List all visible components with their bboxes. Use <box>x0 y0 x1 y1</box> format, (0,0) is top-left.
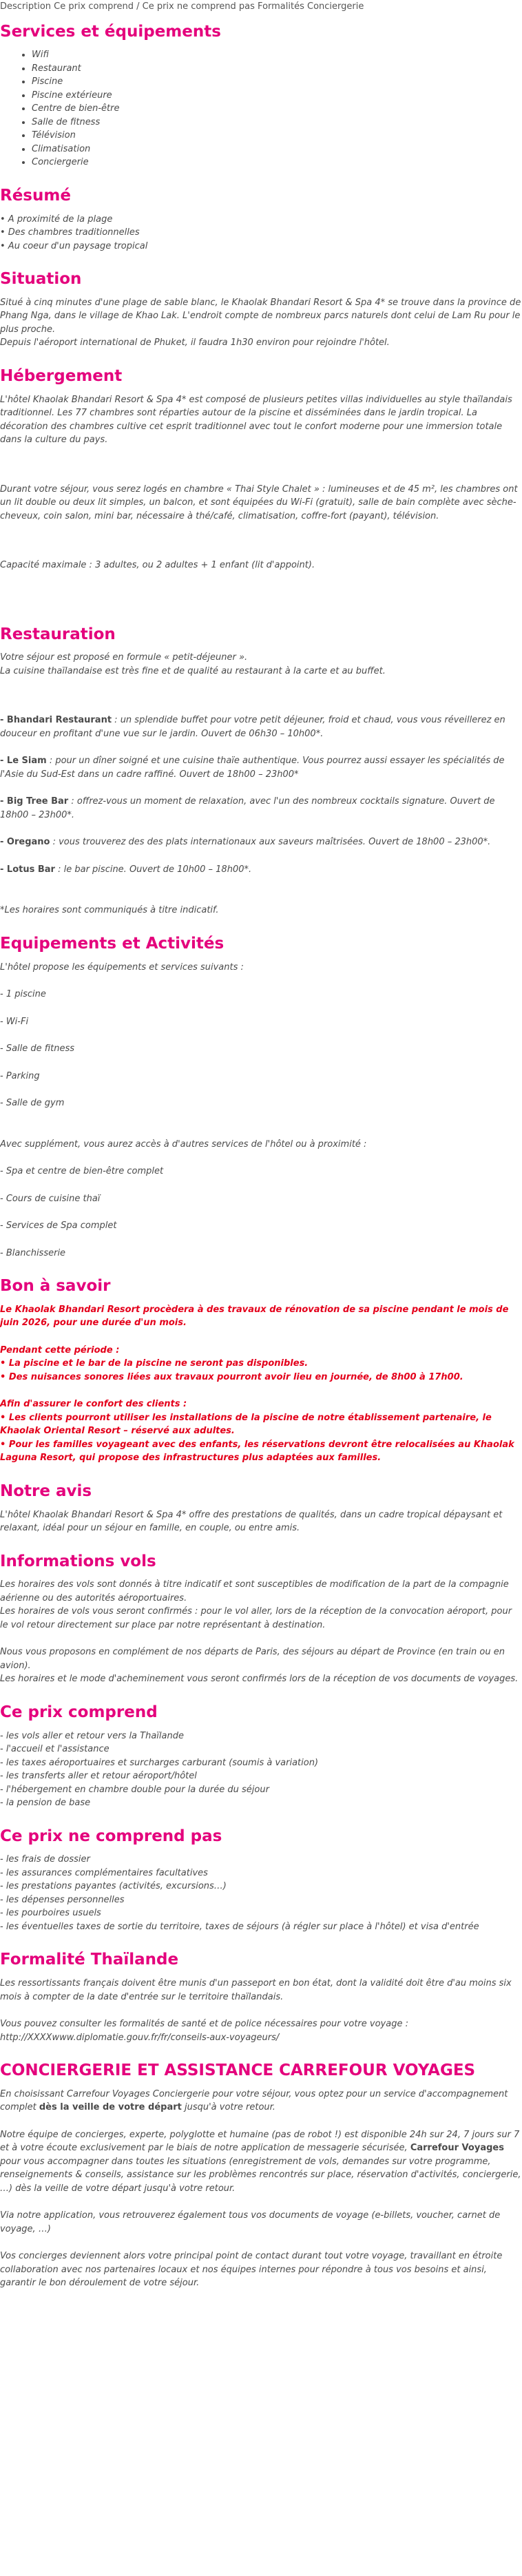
list-item: - Spa et centre de bien-être complet <box>0 1166 164 1176</box>
bon-a-savoir-title: Bon à savoir <box>0 1277 111 1295</box>
list-item: - Salle de fitness <box>0 1043 75 1054</box>
comprend-section <box>0 1703 522 1810</box>
alert-text: • Des nuisances sonores liées aux travaux pourront avoir lieu en journée, de 8h00 à 17h00. <box>0 1371 463 1382</box>
alert-text: Pendant cette période : <box>0 1344 120 1355</box>
services-section <box>0 22 522 169</box>
list-item: - les éventuelles taxes de sortie du territoire, taxes de séjours (à régler sur place à l'hôtel) et visa d'entrée <box>0 1921 479 1932</box>
list-item: - les prestations payantes (activités, excursions…) <box>0 1881 227 1892</box>
vols-section <box>0 1552 522 1686</box>
resume-item: • Au coeur d'un paysage tropical <box>0 240 148 251</box>
restaurant-name: - Lotus Bar <box>0 864 55 875</box>
restauration-title: Restauration <box>0 625 116 643</box>
restaurant-name: - Oregano <box>0 837 50 848</box>
vols-text: Les horaires et le mode d'acheminement vous seront confirmés lors de la réception de vos documents de voyages. <box>0 1674 519 1685</box>
formalite-text: Les ressortissants français doivent être munis d'un passeport en bon état, dont la validité doit être d'au moins six mois à compter de la date d'entrée sur le territoire thaïlandais. <box>0 1978 512 2002</box>
conciergerie-text: Vos concierges deviennent alors votre principal point de contact durant tout votre voyage, travaillant en étroite collaboration avec nos partenaires locaux et nos équipes internes pour répondre à tous vos besoins et ainsi, garantir le bon déroulement de votre séjour. <box>0 2251 503 2289</box>
list-item: - Salle de gym <box>0 1098 65 1108</box>
conciergerie-section <box>0 2061 522 2290</box>
formalite-text: Vous pouvez consulter les formalités de santé et de police nécessaires pour votre voyage : <box>0 2019 408 2029</box>
resume-section <box>0 186 522 253</box>
resume-item: • Des chambres traditionnelles <box>0 227 140 238</box>
list-item: - l'accueil et l'assistance <box>0 1744 109 1754</box>
vols-text: Les horaires de vols vous seront confirmés : pour le vol aller, lors de la réception de la convocation aéroport, pour le vol retour directement sur place par notre représentant à destination. <box>0 1606 512 1630</box>
hebergement-text: L'hôtel Khaolak Bhandari Resort & Spa 4* est composé de plusieurs petites villas individuelles au style thaïlandais traditionnel. Les 77 chambres sont réparties autour de la piscine et disséminées dans le jardin tropical. La décoration des chambres cultive cet esprit traditionnel avec tout le confort moderne pour une immersion totale dans la culture du pays. <box>0 394 512 445</box>
tabs-text: Description Ce prix comprend / Ce prix ne comprend pas Formalités Conciergerie <box>0 1 364 12</box>
comprend-title: Ce prix comprend <box>0 1703 158 1721</box>
hebergement-text: Capacité maximale : 3 adultes, ou 2 adultes + 1 enfant (lit d'appoint). <box>0 560 315 570</box>
restauration-note: *Les horaires sont communiqués à titre indicatif. <box>0 905 219 916</box>
list-item: - Services de Spa complet <box>0 1221 117 1231</box>
list-item: - les taxes aéroportuaires et surcharges carburant (soumis à variation) <box>0 1757 319 1768</box>
list-item: • Centre de bien-être <box>32 102 522 116</box>
resume-item: • A proximité de la plage <box>0 214 113 225</box>
restaurant-name: - Bhandari Restaurant <box>0 715 112 726</box>
restauration-text: La cuisine thaïlandaise est très fine et de qualité au restaurant à la carte et au buffet. <box>0 665 386 676</box>
list-item: • Restaurant <box>32 62 522 76</box>
situation-section <box>0 269 522 350</box>
hebergement-title: Hébergement <box>0 366 123 385</box>
hebergement-section <box>0 366 522 608</box>
list-item: • Wifi <box>32 48 522 62</box>
restaurant-item: - Big Tree Bar : offrez-vous un moment de relaxation, avec l'un des nombreux cocktails signature. Ouvert de 18h00 – 23h00*. <box>0 796 495 820</box>
list-item: • Salle de fitness <box>32 116 522 129</box>
services-list <box>0 48 522 169</box>
list-item: • Climatisation <box>32 143 522 156</box>
list-item: • Piscine extérieure <box>32 89 522 103</box>
list-item: - Wi-Fi <box>0 1016 29 1027</box>
list-item: • Télévision <box>32 129 522 143</box>
list-item: - les dépenses personnelles <box>0 1894 125 1905</box>
hebergement-text: Durant votre séjour, vous serez logés en chambre « Thai Style Chalet » : lumineuses et de 45 m², les chambres ont un lit double ou deux lit simples, un balcon, et sont équipées du Wi-Fi (gratuit), salle de bain complète avec sèche-cheveux, coin salon, mini bar, nécessaire à thé/café, climatisation, coffre-fort (payant), télévision. <box>0 484 518 521</box>
situation-title: Situation <box>0 270 82 288</box>
restaurant-name: - Big Tree Bar <box>0 796 69 807</box>
formalite-link[interactable]: http://XXXXwww.diplomatie.gouv.fr/fr/conseils-aux-voyageurs/ <box>0 2032 280 2043</box>
equipements-section <box>0 934 522 1260</box>
avis-section <box>0 1482 522 1535</box>
restaurant-item: - Le Siam : pour un dîner soigné et une cuisine thaïe authentique. Vous pourrez aussi essayer les spécialités de l'Asie du Sud-Est dans un cadre raffiné. Ouvert de 18h00 – 23h00* <box>0 756 505 780</box>
avis-title: Notre avis <box>0 1482 92 1500</box>
alert-text: Afin d'assurer le confort des clients : <box>0 1399 187 1410</box>
formalite-section <box>0 1950 522 2044</box>
services-title: Services et équipements <box>0 22 221 41</box>
restaurant-item: - Bhandari Restaurant : un splendide buffet pour votre petit déjeuner, froid et chaud, vous vous réveillerez en douceur en profitant d'une vue sur le jardin. Ouvert de 06h30 – 10h00*. <box>0 715 505 739</box>
equipements-title: Equipements et Activités <box>0 934 225 953</box>
equipements-intro: L'hôtel propose les équipements et services suivants : <box>0 962 244 973</box>
restauration-section <box>0 625 522 917</box>
formalite-title: Formalité Thaïlande <box>0 1951 179 1969</box>
vols-title: Informations vols <box>0 1552 156 1570</box>
restauration-text: Votre séjour est proposé en formule « petit-déjeuner ». <box>0 652 248 663</box>
ne-comprend-pas-section <box>0 1827 522 1934</box>
alert-text: • Les clients pourront utiliser les installations de la piscine de notre établissement partenaire, le Khaolak Oriental Resort – réservé aux adultes. <box>0 1412 492 1437</box>
list-item: - Blanchisserie <box>0 1247 66 1258</box>
list-item: - les assurances complémentaires facultatives <box>0 1867 208 1878</box>
list-item: - les transferts aller et retour aéroport/hôtel <box>0 1771 197 1781</box>
list-item: - la pension de base <box>0 1798 91 1808</box>
list-item: - Cours de cuisine thaï <box>0 1193 101 1204</box>
resume-title: Résumé <box>0 186 71 205</box>
list-item: - Parking <box>0 1070 40 1081</box>
restaurant-name: - Le Siam <box>0 756 47 767</box>
situation-text: Situé à cinq minutes d'une plage de sable blanc, le Khaolak Bhandari Resort & Spa 4* se trouve dans la province de Phang Nga, dans le village de Khao Lak. L'endroit compte de nombreux parcs naturels dont celui de Lam Ru pour le plus proche. <box>0 297 521 335</box>
avis-text: L'hôtel Khaolak Bhandari Resort & Spa 4* offre des prestations de qualités, dans un cadre tropical dépaysant et relaxant, idéal pour un séjour en famille, en couple, ou entre amis. <box>0 1509 503 1533</box>
restaurant-item: - Lotus Bar : le bar piscine. Ouvert de 10h00 – 18h00*. <box>0 864 252 875</box>
list-item: - les vols aller et retour vers la Thaïlande <box>0 1730 184 1741</box>
list-item: - les pourboires usuels <box>0 1908 101 1919</box>
conciergerie-text: En choisissant Carrefour Voyages Conciergerie pour votre séjour, vous optez pour un service d'accompagnement complet dès la veille de votre départ jusqu'à votre retour. <box>0 2088 508 2113</box>
vols-text: Les horaires des vols sont donnés à titre indicatif et sont susceptibles de modification de la part de la compagnie aérienne ou des autorités aéroportuaires. <box>0 1579 509 1603</box>
conciergerie-text: Via notre application, vous retrouverez également tous vos documents de voyage (e-billets, voucher, carnet de voyage, …) <box>0 2210 501 2234</box>
list-item: - l'hébergement en chambre double pour la durée du séjour <box>0 1784 269 1795</box>
situation-text: Depuis l'aéroport international de Phuket, il faudra 1h30 environ pour rejoindre l'hôtel. <box>0 337 390 349</box>
alert-text: • La piscine et le bar de la piscine ne seront pas disponibles. <box>0 1358 309 1369</box>
vols-text: Nous vous proposons en complément de nos départs de Paris, des séjours au départ de Province (en train ou en avion). <box>0 1647 505 1671</box>
alert-text: • Pour les familles voyageant avec des enfants, les réservations devront être relocalisées au Khaolak Laguna Resort, qui propose des infrastructures plus adaptées aux familles. <box>0 1439 514 1464</box>
equipements-intro: Avec supplément, vous aurez accès à d'autres services de l'hôtel ou à proximité : <box>0 1139 367 1150</box>
list-item: - les frais de dossier <box>0 1854 90 1865</box>
bon-a-savoir-section <box>0 1276 522 1465</box>
list-item: - 1 piscine <box>0 989 46 999</box>
conciergerie-title: CONCIERGERIE ET ASSISTANCE CARREFOUR VOYAGES <box>0 2061 476 2079</box>
ne-comprend-pas-title: Ce prix ne comprend pas <box>0 1827 222 1845</box>
restaurant-item: - Oregano : vous trouverez des des plats internationaux aux saveurs maîtrisées. Ouvert de 18h00 – 23h00*. <box>0 837 491 848</box>
list-item: • Conciergerie <box>32 156 522 169</box>
list-item: • Piscine <box>32 75 522 89</box>
conciergerie-text: Notre équipe de concierges, experte, polyglotte et humaine (pas de robot !) est disponible 24h sur 24, 7 jours sur 7 et à votre écoute exclusivement par le biais de notre application de messagerie sécurisée, Carrefour Voyages pour vous accompagner dans toutes les situations (enregistrement de vols, demandes sur votre programme, renseignements & conseils, assistance sur les problèmes rencontrés sur place, réservation d'activités, conciergerie, …) dès la veille de votre départ jusqu'à votre retour. <box>0 2129 521 2194</box>
alert-text: Le Khaolak Bhandari Resort procèdera à des travaux de rénovation de sa piscine pendant le mois de juin 2026, pour une durée d'un mois. <box>0 1304 509 1329</box>
